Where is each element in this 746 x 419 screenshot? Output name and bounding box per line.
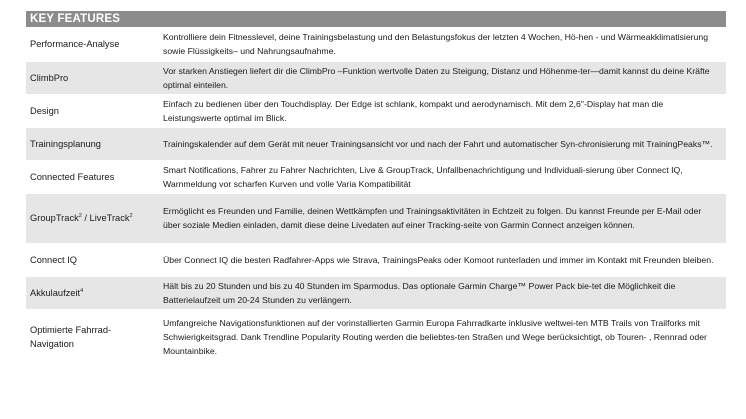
feature-name [26,276,161,309]
table-row [26,94,726,127]
footnote-marker: 2 [78,212,82,219]
feature-name: Connected Features [26,160,161,193]
feature-description: Umfangreiche Navigationsfunktionen auf der vorinstallierten Garmin Europa Fahrradkarte inklusive weltwei-ten MTB Trails von Trailforks mit Schwierigkeitsgrad. Dank Trendline Popularity Routing werden die beliebtes-ten Straßen und Wege berücksichtigt, ob Touren- , Rennrad oder Mountainbike. [161,309,726,365]
table-row [26,160,726,193]
table-row [26,193,726,243]
feature-name-part: / LiveTrack [81,213,130,223]
table-row [26,61,726,94]
feature-description: Hält bis zu 20 Stunden und bis zu 40 Stunden im Sparmodus. Das optionale Garmin Charge™ Power Pack bie-tet die Möglichkeit die Batterielaufzeit um 20-24 Stunden zu verlängern. [161,276,726,309]
feature-name: Connect IQ [26,243,161,276]
feature-name: Trainingsplanung [26,127,161,160]
feature-name: Performance-Analyse [26,27,161,61]
footnote-marker: 2 [129,212,133,219]
feature-description: Smart Notifications, Fahrer zu Fahrer Nachrichten, Live & GroupTrack, Unfallbenachrichtigung und Individuali-sierung über Connect IQ, Warnmeldung vor scharfen Kurven und volle Varia Kompatibilität [161,160,726,193]
table-row [26,309,726,365]
feature-name: ClimbPro [26,61,161,94]
feature-name [26,193,161,243]
feature-description: Über Connect IQ die besten Radfahrer-Apps wie Strava, TrainingsPeaks oder Komoot runterladen und immer im Kontakt mit Freunden bleiben. [161,243,726,276]
footnote-marker: 4 [80,287,84,294]
feature-name: Design [26,94,161,127]
table-row [26,276,726,309]
feature-name-part: GroupTrack [30,213,79,223]
table-row [26,127,726,160]
feature-name-part: Akkulaufzeit [30,287,81,298]
feature-description: Einfach zu bedienen über den Touchdisplay. Der Edge ist schlank, kompakt und aerodynamisch. Mit dem 2,6"-Display hat man die Leistungswerte optimal im Blick. [161,94,726,127]
feature-description: Vor starken Anstiegen liefert dir die ClimbPro –Funktion wertvolle Daten zu Steigung, Distanz und Höhenme-ter—damit kannst du deine Kräfte optimal einteilen. [161,61,726,94]
feature-description: Kontrolliere dein Fitnesslevel, deine Trainingsbelastung und den Belastungsfokus der letzten 4 Wochen, Hö-hen - und Wärmeakklimatisierung sowie Flüssigkeits– und Nahrungsaufnahme. [161,27,726,61]
feature-description: Trainingskalender auf dem Gerät mit neuer Trainingsansicht vor und nach der Fahrt und automatischer Syn-chronisierung mit TrainingPeaks™. [161,127,726,160]
table-row [26,243,726,276]
features-table [26,27,726,366]
section-header: KEY FEATURES [26,11,726,27]
feature-name: Optimierte Fahrrad-Navigation [26,309,161,365]
feature-description: Ermöglicht es Freunden und Familie, deinen Wettkämpfen und Trainingsaktivitäten in Echtzeit zu folgen. Du kannst Freunde per E-Mail oder über soziale Medien einladen, damit diese deine Livedaten auf einer Tracking-seite von Garmin Connect anzeigen können. [161,193,726,243]
table-row [26,27,726,61]
